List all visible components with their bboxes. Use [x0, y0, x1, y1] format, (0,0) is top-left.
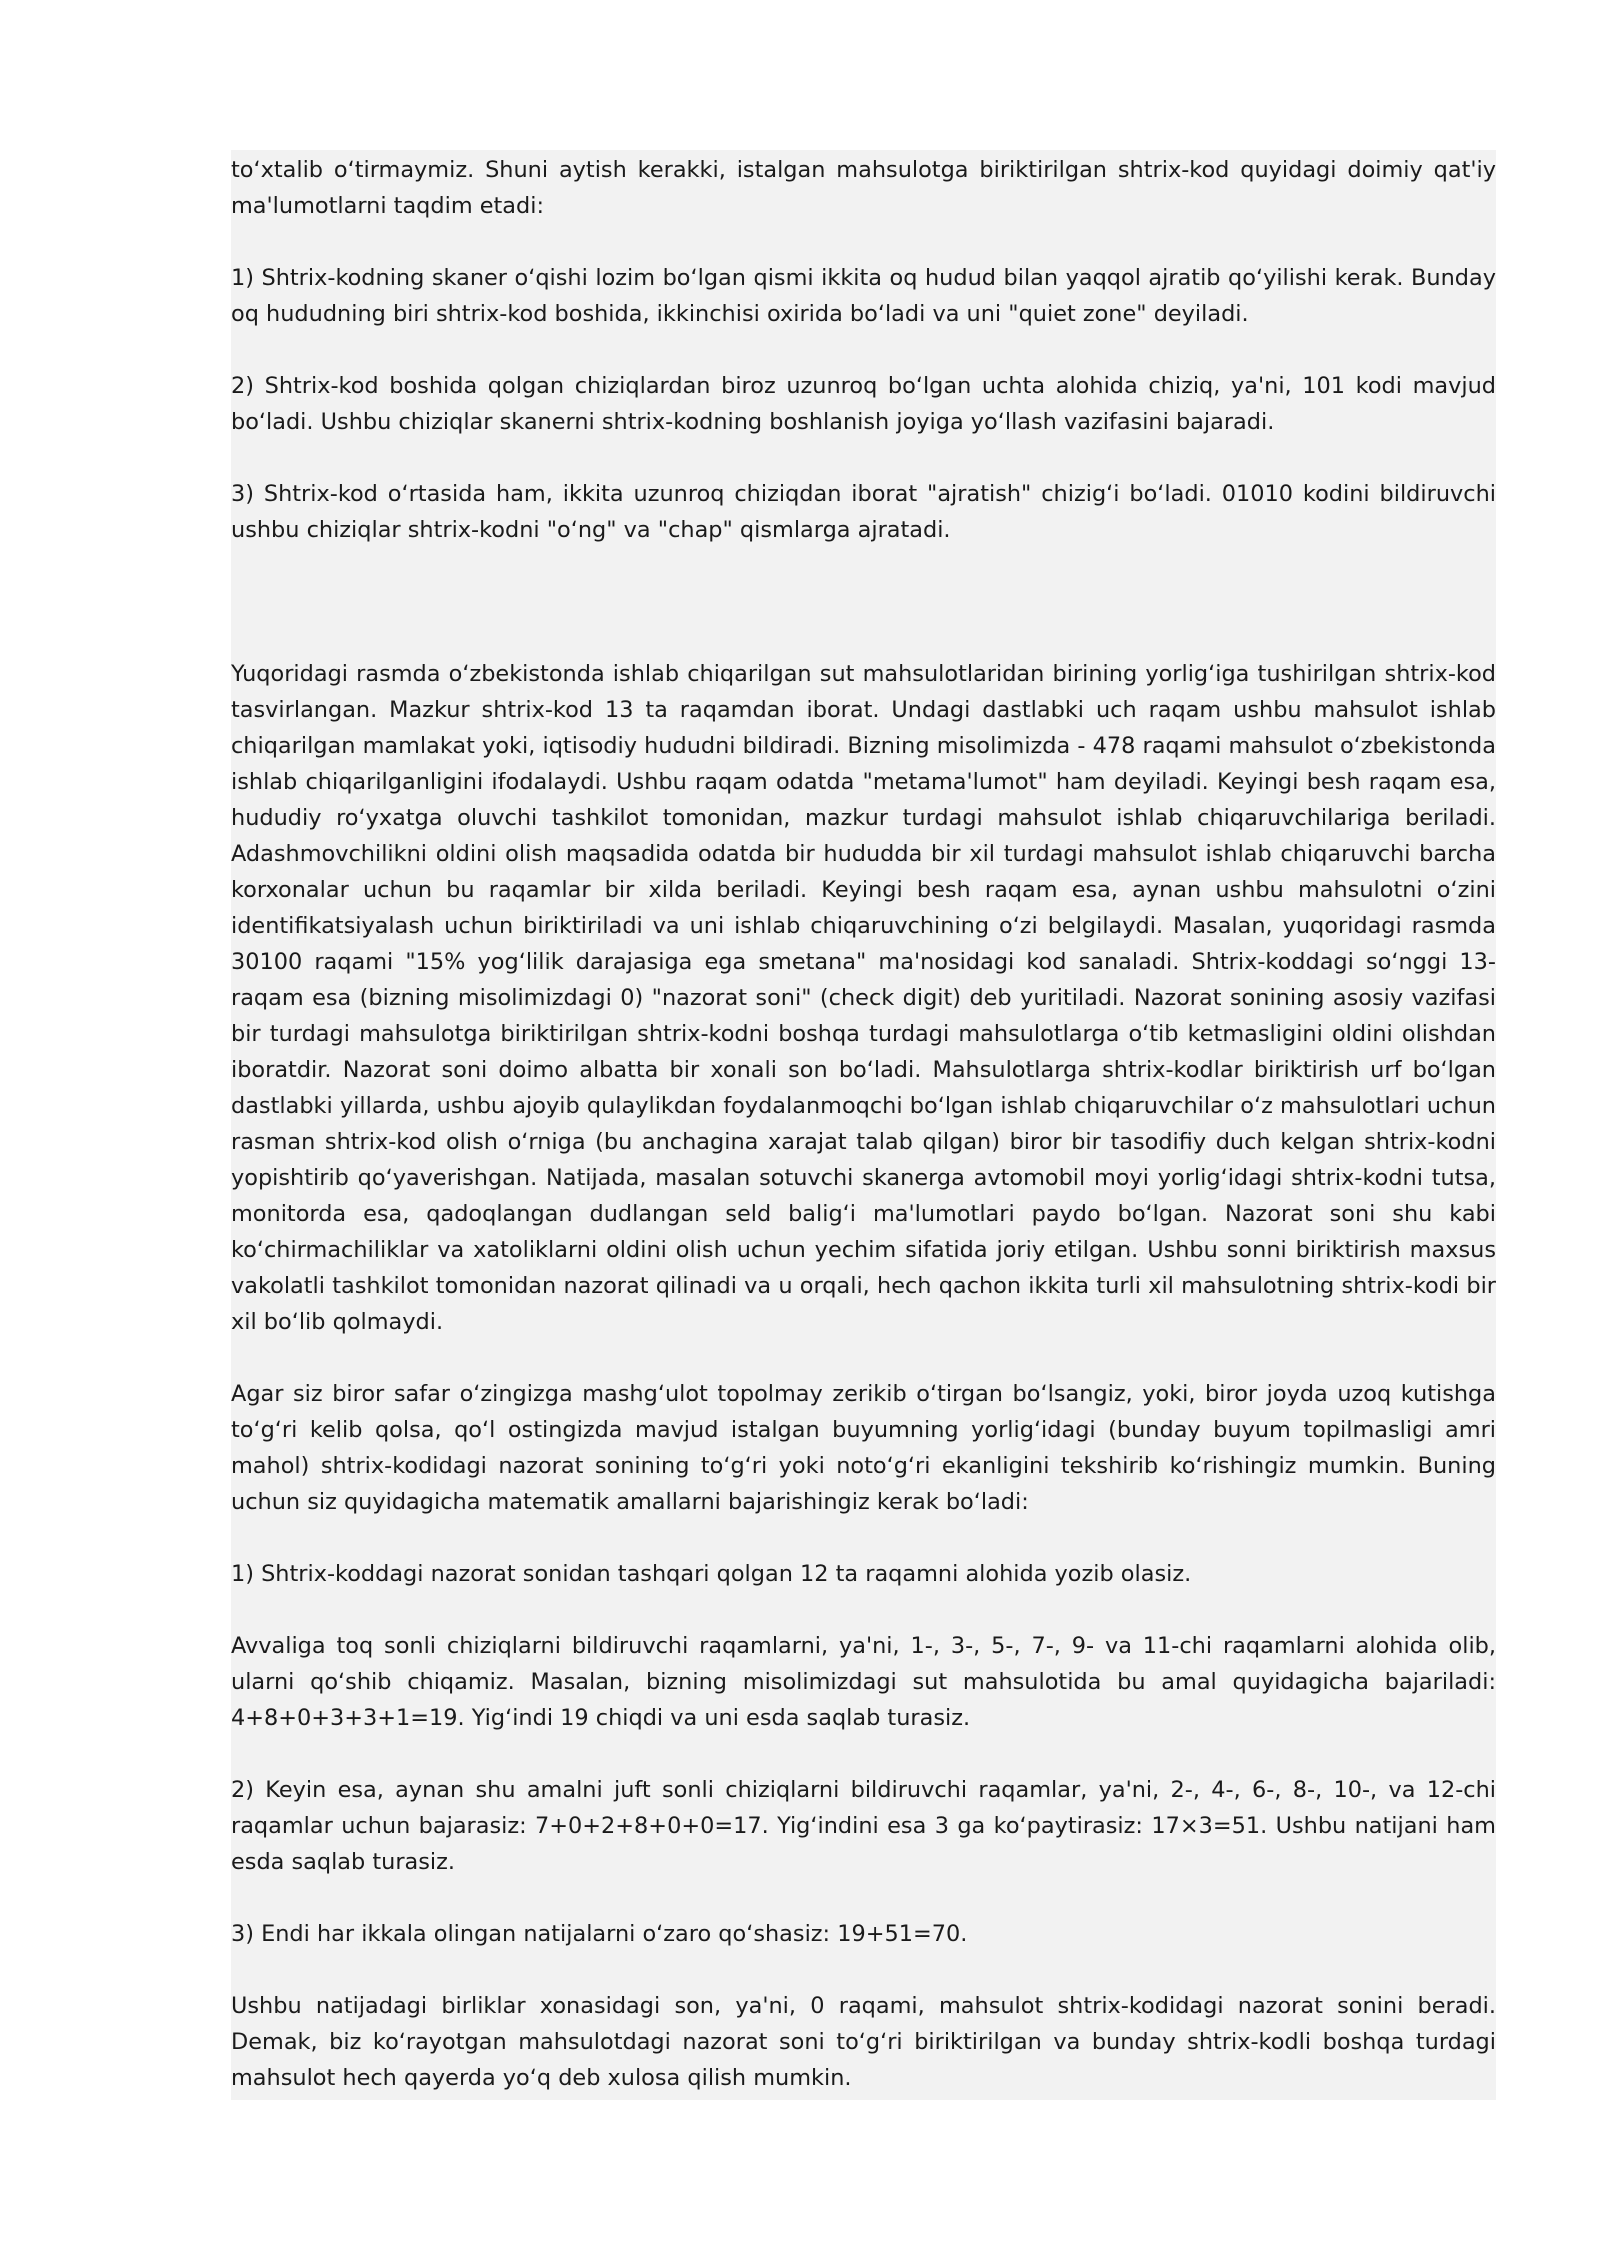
paragraph-step-1: 1) Shtrix-koddagi nazorat sonidan tashqari qolgan 12 ta raqamni alohida yozib olasiz. — [231, 1561, 1192, 1587]
paragraph-intro: toʻxtalib oʻtirmaymiz. Shuni aytish kerakki, istalgan mahsulotga biriktirilgan shtrix-kod quyidagi doimiy qat'iy ma'lumotlarni taqdim etadi: — [231, 157, 1496, 219]
image-gap — [231, 584, 1496, 656]
paragraph-step-3: 3) Endi har ikkala olingan natijalarni oʻzaro qoʻshasiz: 19+51=70. — [231, 1921, 968, 1947]
paragraph-odd-sum: Avvaliga toq sonli chiziqlarni bildiruvchi raqamlarni, ya'ni, 1-, 3-, 5-, 7-, 9- va 11-chi raqamlarni alohida olib, ularni qoʻshib chiqamiz. Masalan, bizning misolimizdagi sut mahsulotida bu amal quyidagicha bajariladi: 4+8+0+3+3+1=19. Yigʻindi 19 chiqdi va uni esda saqlab turasiz. — [231, 1633, 1496, 1731]
document-body — [231, 152, 1496, 2132]
paragraph-conclusion: Ushbu natijadagi birliklar xonasidagi son, ya'ni, 0 raqami, mahsulot shtrix-kodidagi nazorat sonini beradi. Demak, biz koʻrayotgan mahsulotdagi nazorat soni toʻgʻri biriktirilgan va bunday shtrix-kodli boshqa turdagi mahsulot hech qayerda yoʻq deb xulosa qilish mumkin. — [231, 1993, 1496, 2091]
paragraph-center-guard: 3) Shtrix-kod oʻrtasida ham, ikkita uzunroq chiziqdan iborat "ajratish" chizigʻi boʻladi. 01010 kodini bildiruvchi ushbu chiziqlar shtrix-kodni "oʻng" va "chap" qismlarga ajratadi. — [231, 481, 1496, 543]
paragraph-start-guard: 2) Shtrix-kod boshida qolgan chiziqlardan biroz uzunroq boʻlgan uchta alohida chiziq, ya'ni, 101 kodi mavjud boʻladi. Ushbu chiziqlar skanerni shtrix-kodning boshlanish joyiga yoʻllash vazifasini bajaradi. — [231, 373, 1496, 435]
paragraph-quiet-zone: 1) Shtrix-kodning skaner oʻqishi lozim boʻlgan qismi ikkita oq hudud bilan yaqqol ajratib qoʻyilishi kerak. Bunday oq hududning biri shtrix-kod boshida, ikkinchisi oxirida boʻladi va uni "quiet zone" deyiladi. — [231, 265, 1496, 327]
paragraph-step-2: 2) Keyin esa, aynan shu amalni juft sonli chiziqlarni bildiruvchi raqamlar, ya'ni, 2-, 4-, 6-, 8-, 10-, va 12-chi raqamlar uchun bajarasiz: 7+0+2+8+0+0=17. Yigʻindini esa 3 ga koʻpaytirasiz: 17×3=51. Ushbu natijani ham esda saqlab turasiz. — [231, 1777, 1496, 1875]
paragraph-barcode-explanation: Yuqoridagi rasmda oʻzbekistonda ishlab chiqarilgan sut mahsulotlaridan birining yorligʻiga tushirilgan shtrix-kod tasvirlangan. Mazkur shtrix-kod 13 ta raqamdan iborat. Undagi dastlabki uch raqam ushbu mahsulot ishlab chiqarilgan mamlakat yoki, iqtisodiy hududni bildiradi. Bizning misolimizda - 478 raqami mahsulot oʻzbekistonda ishlab chiqarilganligini ifodalaydi. Ushbu raqam odatda "metama'lumot" ham deyiladi. Keyingi besh raqam esa, hududiy roʻyxatga oluvchi tashkilot tomonidan, mazkur turdagi mahsulot ishlab chiqaruvchilariga beriladi. Adashmovchilikni oldini olish maqsadida odatda bir hududda bir xil turdagi mahsulot ishlab chiqaruvchi barcha korxonalar uchun bu raqamlar bir xilda beriladi. Keyingi besh raqam esa, aynan ushbu mahsulotni oʻzini identifikatsiyalash uchun biriktiriladi va uni ishlab chiqaruvchining oʻzi belgilaydi. Masalan, yuqoridagi rasmda 30100 raqami "15% yogʻlilik darajasiga ega smetana" ma'nosidagi kod sanaladi. Shtrix-koddagi soʻnggi 13-raqam esa (bizning misolimizdagi 0) "nazorat soni" (check digit) deb yuritiladi. Nazorat sonining asosiy vazifasi bir turdagi mahsulotga biriktirilgan shtrix-kodni boshqa turdagi mahsulotlarga oʻtib ketmasligini oldini olishdan iboratdir. Nazorat soni doimo albatta bir xonali son boʻladi. Mahsulotlarga shtrix-kodlar biriktirish urf boʻlgan dastlabki yillarda, ushbu ajoyib qulaylikdan foydalanmoqchi boʻlgan ishlab chiqaruvchilar oʻz mahsulotlari uchun rasman shtrix-kod olish oʻrniga (bu anchagina xarajat talab qilgan) biror bir tasodifiy duch kelgan shtrix-kodni yopishtirib qoʻyaverishgan. Natijada, masalan sotuvchi skanerga avtomobil moyi yorligʻidagi shtrix-kodni tutsa, monitorda esa, qadoqlangan dudlangan seld baligʻi ma'lumotlari paydo boʻlgan. Nazorat soni shu kabi koʻchirmachiliklar va xatoliklarni oldini olish uchun yechim sifatida joriy etilgan. Ushbu sonni biriktirish maxsus vakolatli tashkilot tomonidan nazorat qilinadi va u orqali, hech qachon ikkita turli xil mahsulotning shtrix-kodi bir xil boʻlib qolmaydi. — [231, 661, 1496, 1335]
paragraph-check-intro: Agar siz biror safar oʻzingizga mashgʻulot topolmay zerikib oʻtirgan boʻlsangiz, yoki, biror joyda uzoq kutishga toʻgʻri kelib qolsa, qoʻl ostingizda mavjud istalgan buyumning yorligʻidagi (bunday buyum topilmasligi amri mahol) shtrix-kodidagi nazorat sonining toʻgʻri yoki notoʻgʻri ekanligini tekshirib koʻrishingiz mumkin. Buning uchun siz quyidagicha matematik amallarni bajarishingiz kerak boʻladi: — [231, 1381, 1496, 1515]
